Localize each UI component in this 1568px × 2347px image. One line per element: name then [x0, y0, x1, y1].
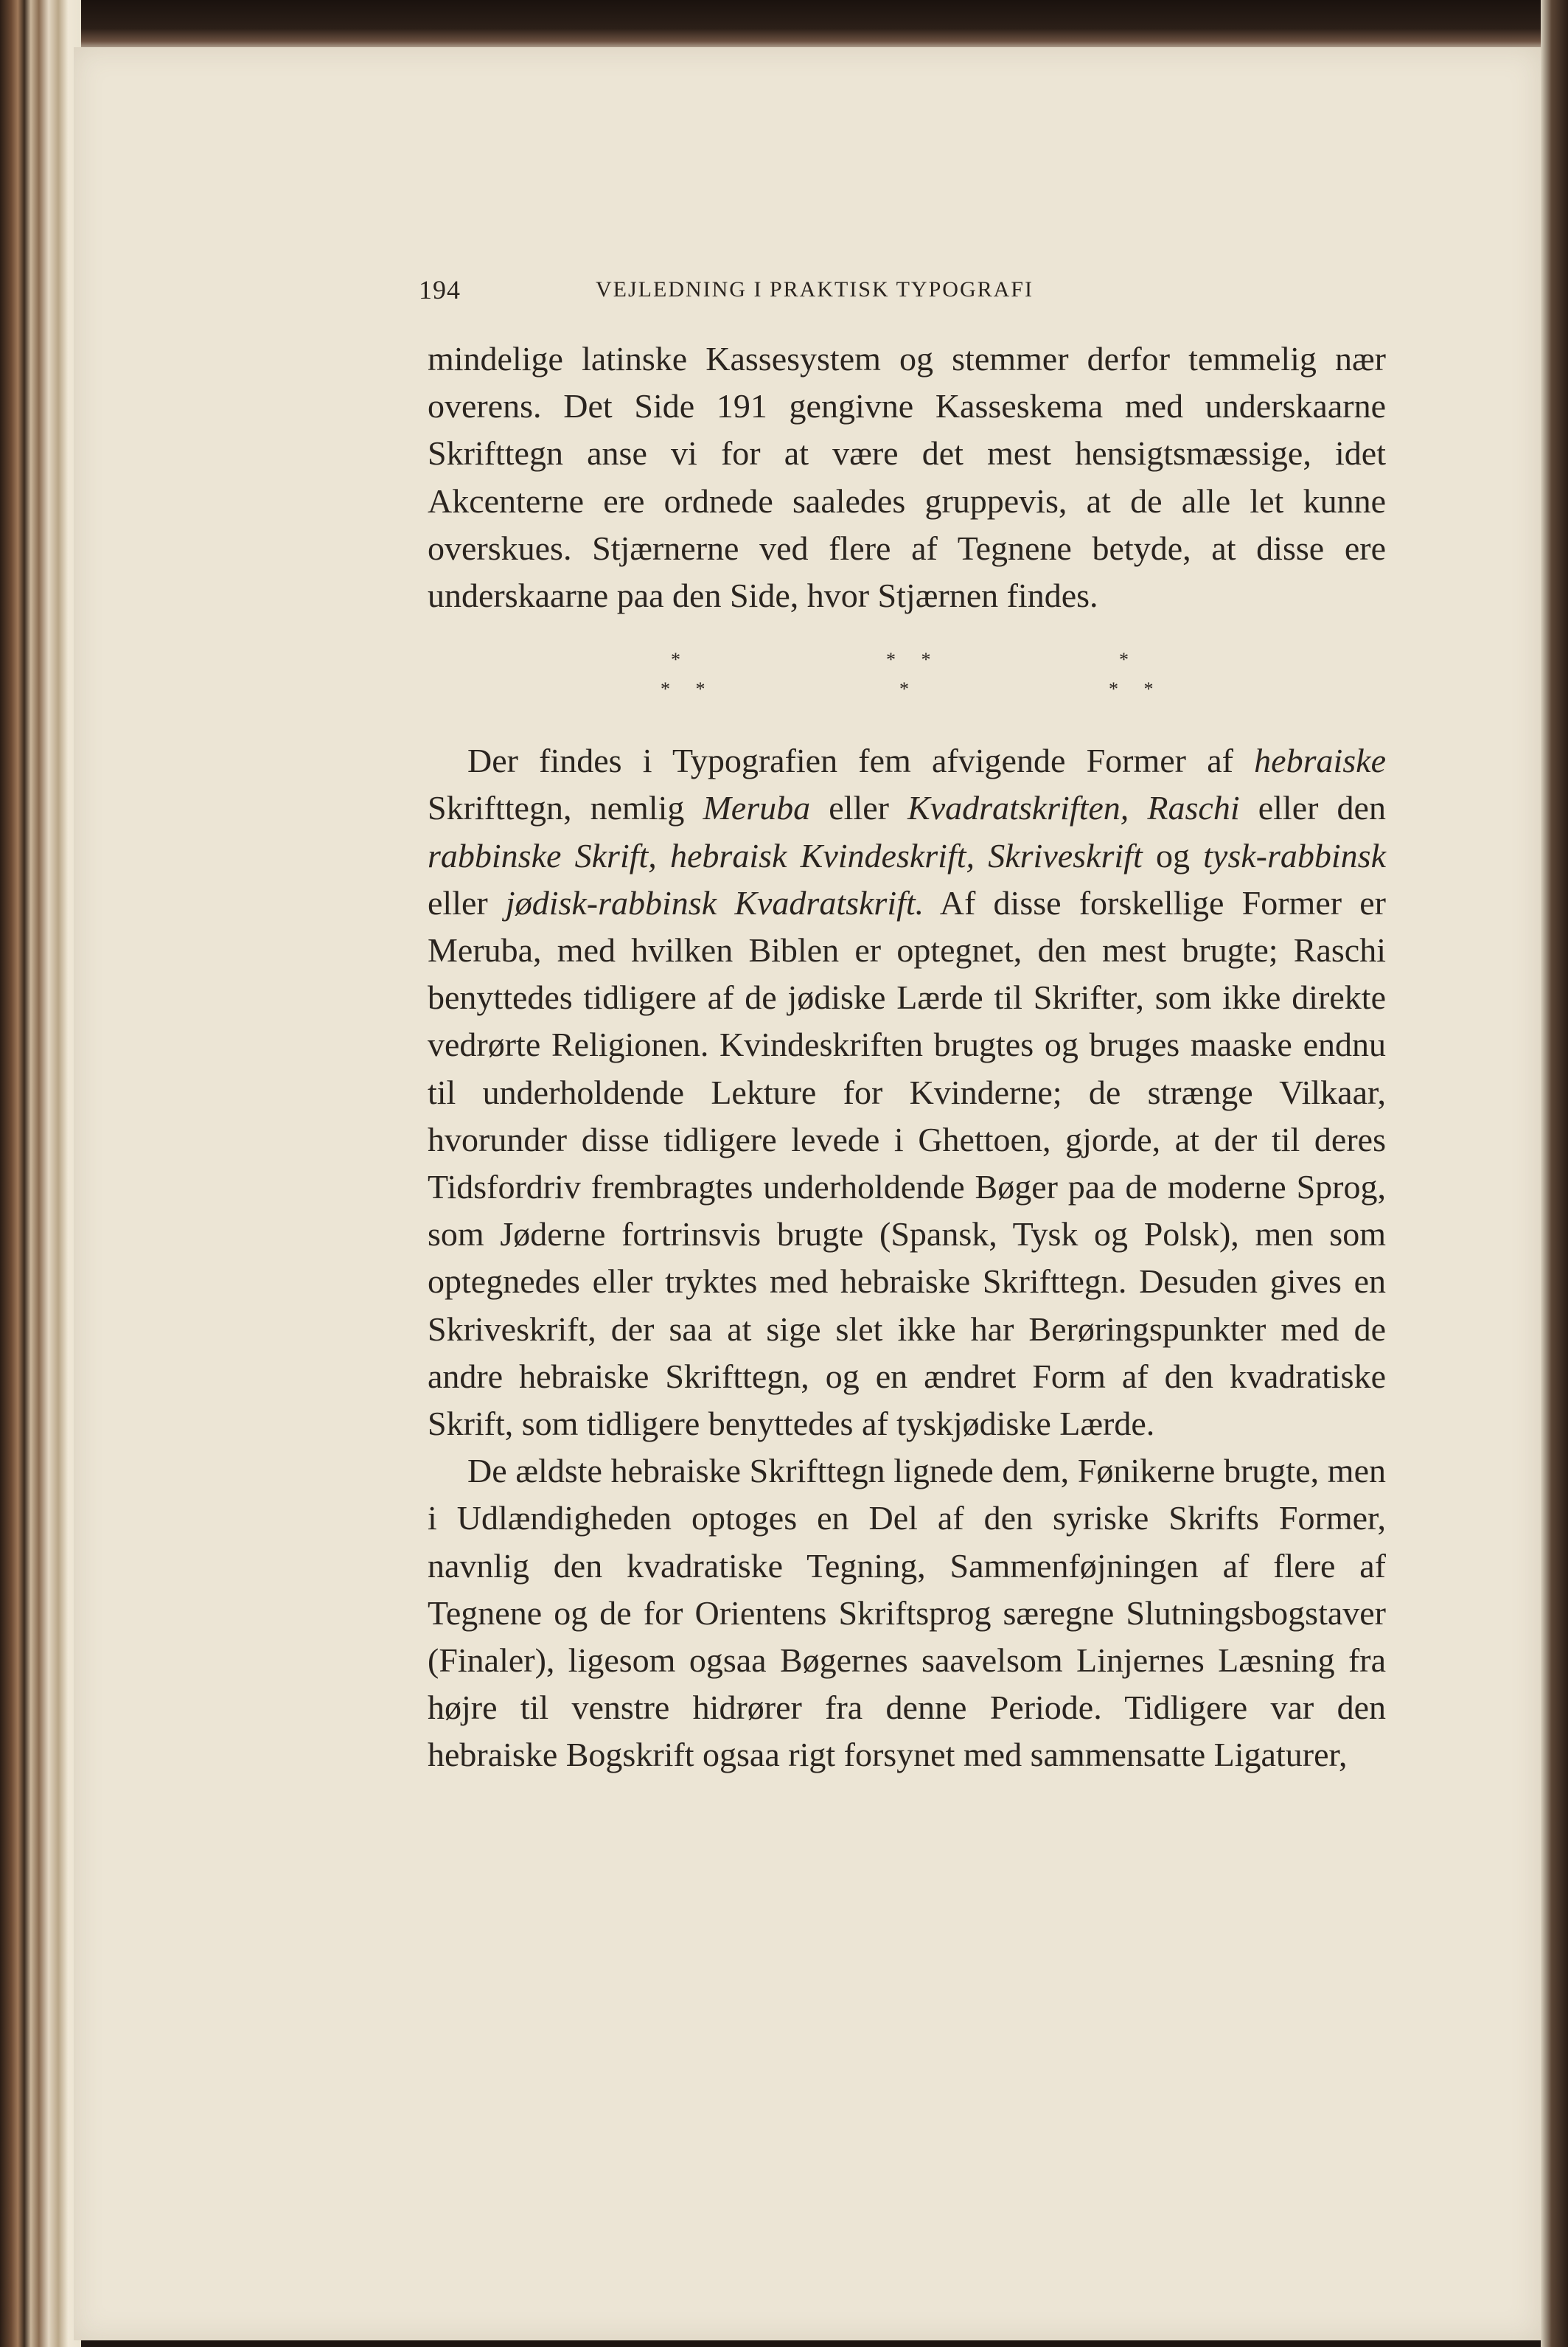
- book-right-edge: [1541, 0, 1568, 2347]
- section-ornament: [428, 619, 1386, 737]
- p2-italic-3: Kvadratskriften, Raschi: [907, 789, 1240, 827]
- p2-italic-4: rabbinske Skrift, hebraisk Kvindeskrift, Skriveskrift: [428, 836, 1143, 875]
- p2-italic-5: tysk-rabbinsk: [1203, 836, 1386, 875]
- p2-text-3: eller: [810, 789, 908, 827]
- p2-text-2: Skrifttegn, nemlig: [428, 789, 703, 827]
- p2-text-4: eller den: [1239, 789, 1386, 827]
- paragraph-3: De ældste hebraiske Skrifttegn lignede dem, Fønikerne brugte, men i Udlændigheden optoges en Del af den syriske Skrifts Former, navnlig den kvadratiske Tegning, Sammenføjningen af flere af Tegnene og de for Orientens Skriftsprog særegne Slutningsbogstaver (Finaler), ligesom ogsaa Bøgernes saavelsom Linjernes Læsning fra højre til venstre hidrører fra denne Periode. Tidligere var den hebraiske Bogskrift ogsaa rigt forsynet med sammensatte Ligaturer,: [428, 1452, 1386, 1774]
- ornament-bottom-left: * *: [661, 678, 716, 700]
- paragraph-2: [428, 737, 1386, 1447]
- p2-text-1: Der findes i Typografien fem afvigende Former af: [467, 742, 1255, 780]
- ornament-bottom-right: * *: [1109, 678, 1164, 700]
- p2-text-7: Af disse forskellige Former er Meruba, med hvilken Biblen er optegnet, den mest brugte; Raschi benyttedes tidligere af de jødiske Lærde til Skrifter, som ikke direkte vedrørte Religionen. Kvindeskriften brugtes og bruges maaske endnu til underholdende Lekture for Kvinderne; de strænge Vilkaar, hvorunder disse tidligere levede i Ghettoen, gjorde, at der til deres Tidsfordriv frembragtes underholdende Bøger paa de moderne Sprog, som Jøderne fortrinsvis brugte (Spansk, Tysk og Polsk), men som optegnedes eller tryktes med hebraiske Skrifttegn. Desuden gives en Skriveskrift, der saa at sige slet ikke har Berøringspunkter med de andre hebraiske Skrifttegn, og en ændret Form af den kvadratiske Skrift, som tidligere benyttedes af tyskjødiske Lærde.: [428, 883, 1386, 1443]
- ornament-top-mid: * *: [886, 649, 941, 671]
- ornament-bottom-mid: *: [899, 678, 919, 700]
- running-title: VEJLEDNING I PRAKTISK TYPOGRAFI: [596, 277, 1034, 302]
- p2-italic-2: Meruba: [703, 789, 811, 827]
- page-header: [419, 274, 1392, 319]
- p2-italic-6: jødisk-rabbinsk Kvadratskrift.: [505, 883, 924, 922]
- p2-text-5: og: [1142, 836, 1204, 875]
- p2-text-6: eller: [428, 883, 506, 922]
- body-text: [428, 335, 1386, 1779]
- ornament-top-left: *: [671, 649, 691, 671]
- book-top-edge: [0, 0, 1568, 52]
- page-number: 194: [419, 275, 461, 305]
- ornament-top-right: *: [1119, 649, 1139, 671]
- p2-italic-1: hebraiske: [1254, 742, 1386, 780]
- paragraph-1: mindelige latinske Kassesystem og stemmer derfor temmelig nær overens. Det Side 191 gengivne Kasseskema med underskaarne Skrifttegn anse vi for at være det mest hensigtsmæssige, idet Akcenterne ere ordnede saaledes gruppevis, at de alle let kunne overskues. Stjærnerne ved flere af Tegnene betyde, at disse ere underskaarne paa den Side, hvor Stjærnen findes.: [428, 340, 1386, 615]
- book-spine-edge: [0, 0, 81, 2347]
